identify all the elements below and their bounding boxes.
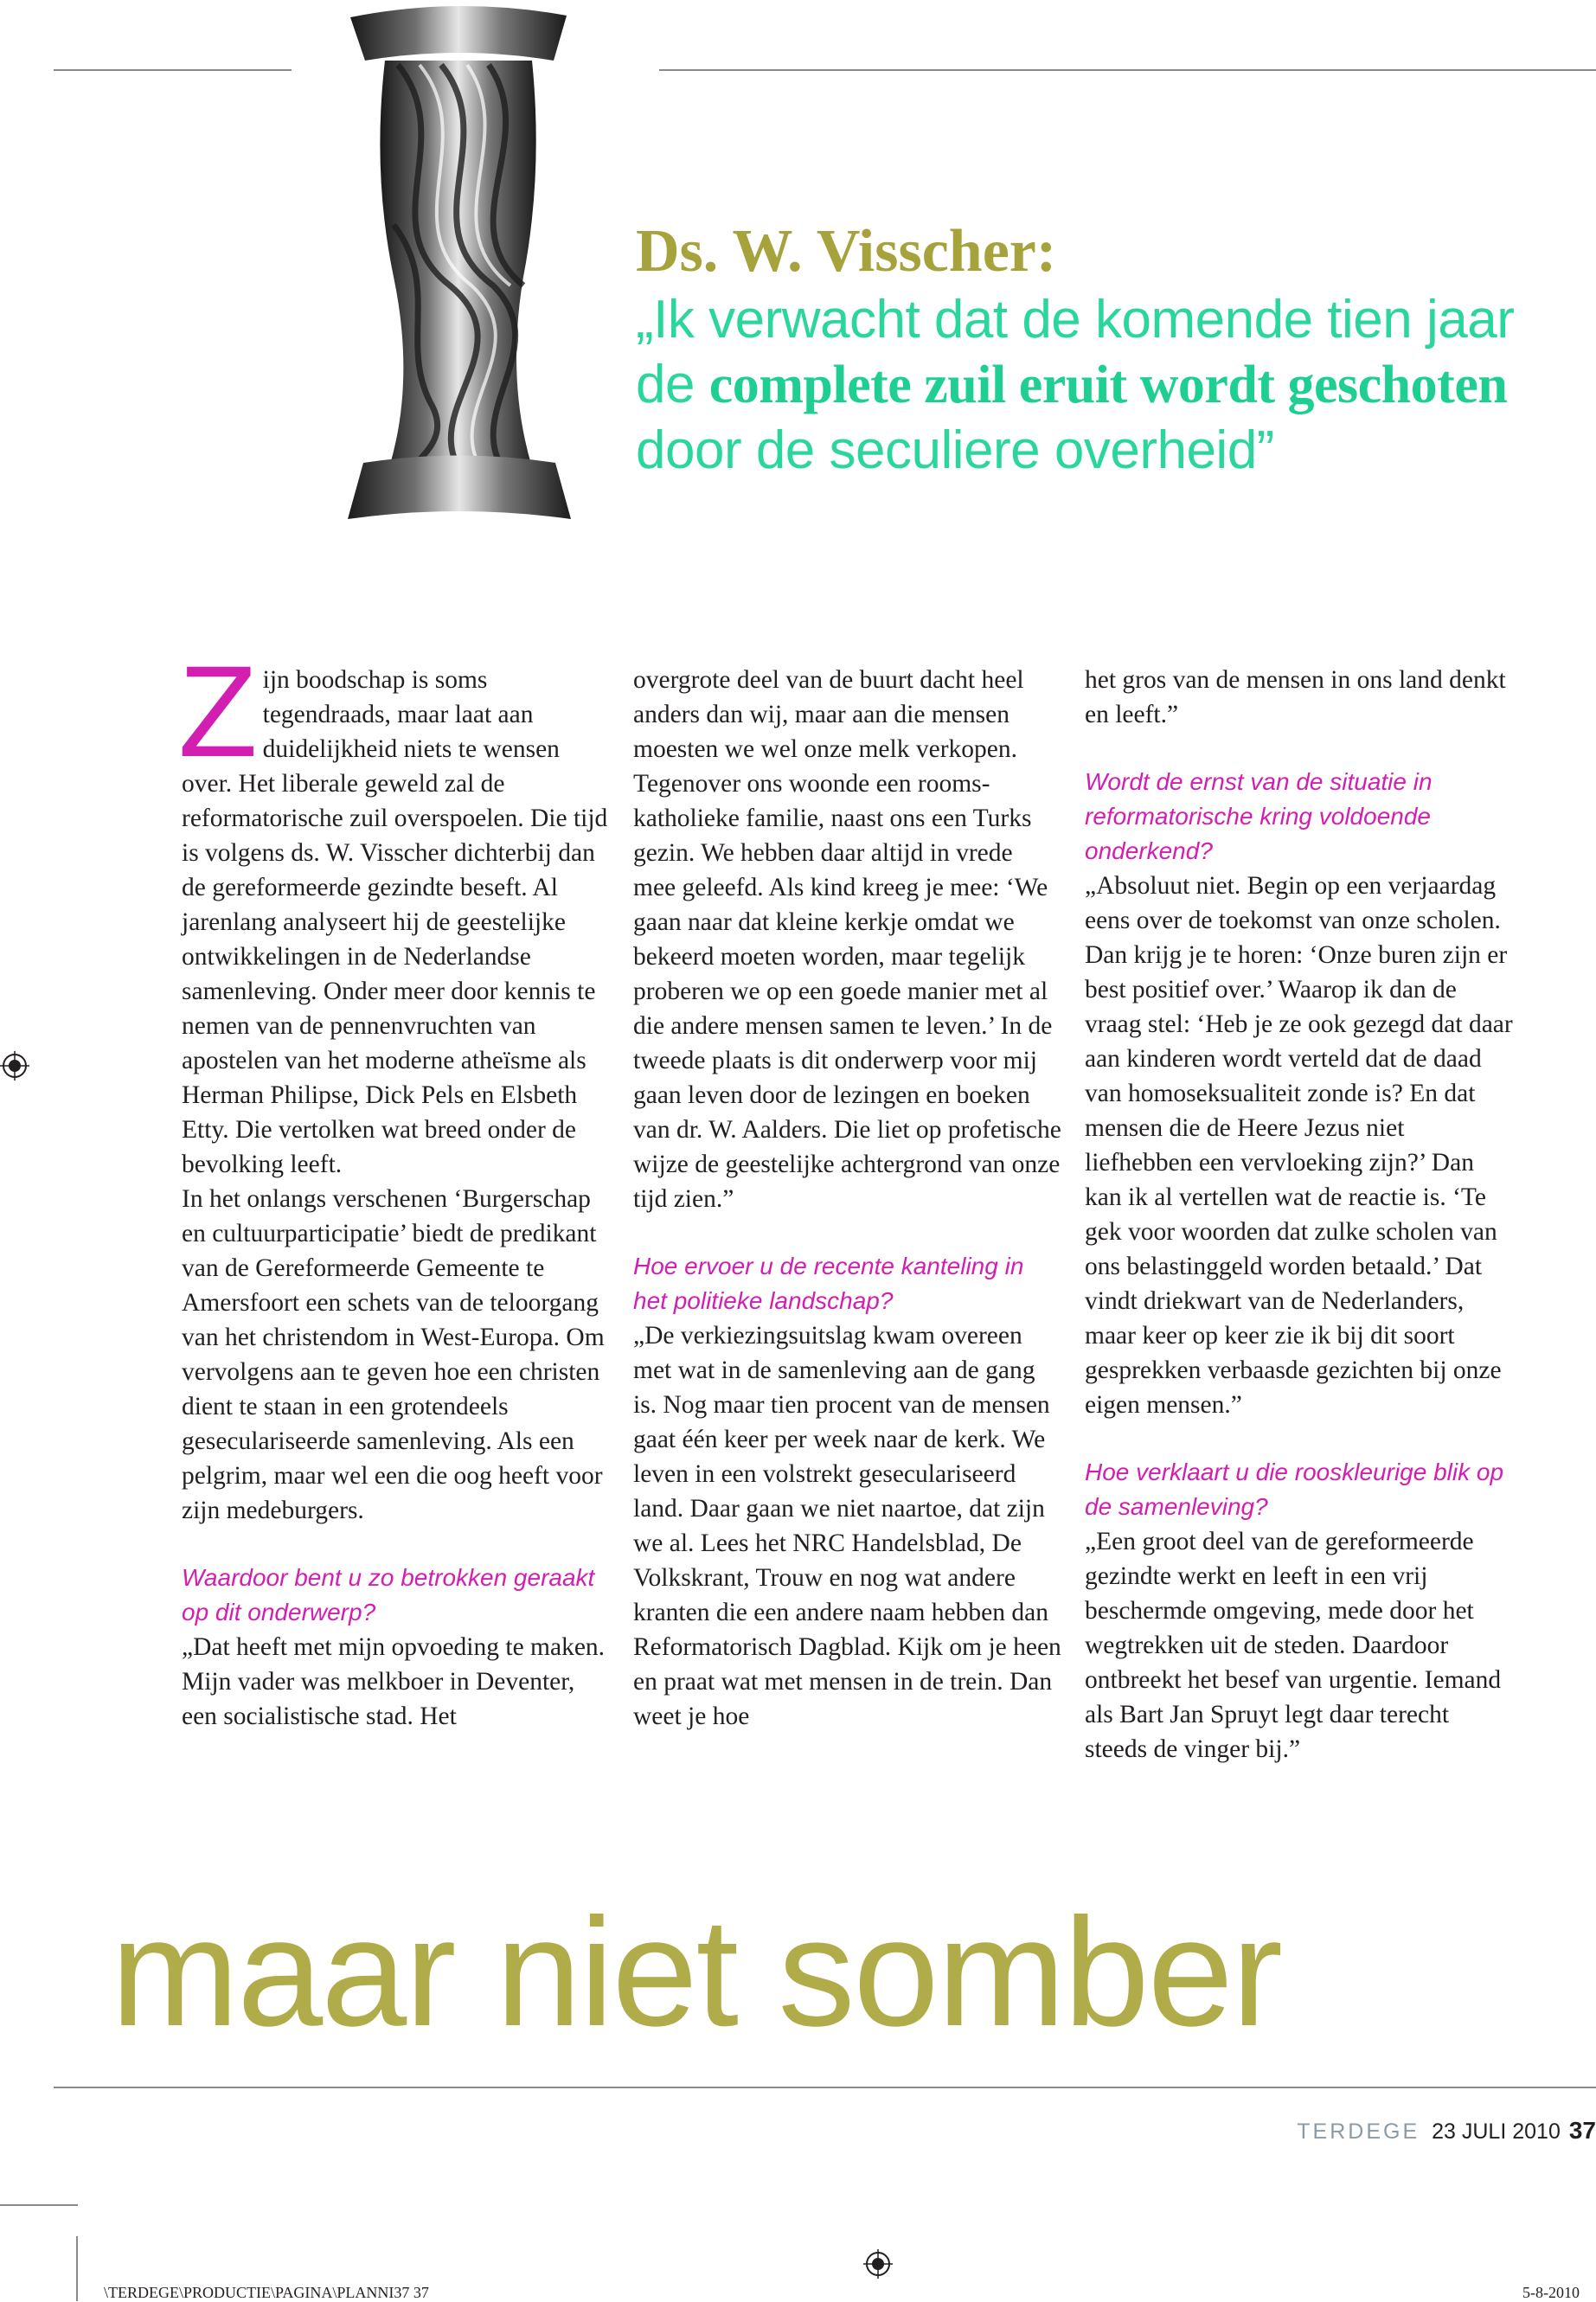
text-column-2 (633, 663, 1061, 1734)
interview-question: Hoe verklaart u die rooskleurige blik op de samenleving? (1085, 1459, 1504, 1520)
article-heading (636, 216, 1579, 483)
bottom-rule (54, 2087, 1596, 2088)
text-column-3 (1085, 663, 1513, 1767)
print-slug-path: \TERDEGE\PRODUCTIE\PAGINA\PLANNI37 37 (104, 2284, 429, 2301)
paragraph: In het onlangs verschenen ‘Burgerschap en cultuurparticipatie’ biedt de predikant van de Gereformeerde Gemeente te Amersfoort een schets van de teloorgang van het christendom in West-Europa. Om vervolgens aan te geven hoe een christen dient te staan in een grotendeels geseculariseerde samenleving. Als een pelgrim, maar wel een die oog heeft voor zijn medeburgers. (182, 1185, 605, 1524)
registration-mark-icon (863, 2249, 893, 2279)
interview-answer: overgrote deel van de buurt dacht heel anders dan wij, maar aan die mensen moesten we wel onze melk verkopen. Tegenover ons woonde een rooms-katholieke familie, naast ons een Turks gezin. We hebben daar altijd in vrede mee geleefd. Als kind kreeg je mee: ‘We gaan naar dat kleine kerkje omdat we bekeerd moeten worden, maar tegelijk proberen we op een goede manier met al die andere mensen samen te leven.’ In de tweede plaats is dit onderwerp voor mij gaan leven door de lezingen en boeken van dr. W. Aalders. Die liet op profetische wijze de geestelijke achtergrond van onze tijd zien.” (633, 666, 1061, 1213)
page-number: 37 (1568, 2117, 1596, 2144)
interview-answer: „Absoluut niet. Begin op een verjaardag eens over de toekomst van onze scholen. Dan krijg je te horen: ‘Onze buren zijn er best positief over.’ Waarop ik dan de vraag stel: ‘Heb je ze ook gezegd dat daar aan kinderen wordt verteld dat de daad van homoseksualiteit zonde is? En dat mensen die de Heere Jezus niet liefhebben een vervloeking zijn?’ Dan kan ik al vertellen wat de reactie is. ‘Te gek voor woorden dat zulke scholen van ons belastinggeld worden betaald.’ Dat vindt driekwart van de Nederlanders, maar keer op keer zie ik bij dit soort gesprekken verbaasde gezichten bij onze eigen mensen.” (1085, 872, 1513, 1419)
interview-answer: het gros van de mensen in ons land denkt en leeft.” (1085, 666, 1506, 728)
lead-text: ijn boodschap is soms tegendraads, maar laat aan duidelijkheid niets te wensen over. Het liberale geweld zal de reformatorische zuil overspoelen. Die tijd is volgens ds. W. Visscher dichterbij dan de gereformeerde gezindte beseft. Al jarenlang analyseert hij de geestelijke ontwikkelingen in de Nederlandse samenleving. Onder meer door kennis te nemen van de pennenvruchten van apostelen van het moderne atheïsme als Herman Philipse, Dick Pels en Elsbeth Etty. Die vertolken wat breed onder de bevolking leeft. (182, 666, 608, 1178)
interview-question: Hoe ervoer u de recente kanteling in het politieke landschap? (633, 1253, 1024, 1314)
lead-paragraph (178, 638, 610, 1182)
text-column-1 (178, 638, 610, 1734)
registration-mark-icon (0, 1051, 29, 1080)
section-title: maar niet somber (111, 1886, 1281, 2058)
interview-answer: „De verkiezingsuitslag kwam overeen met wat in de samenleving aan de gang is. Nog maar tien procent van de mensen gaat één keer per week naar de kerk. We leven in een volstrekt geseculariseerd land. Daar gaan we niet naartoe, dat zijn we al. Lees het NRC Handelsblad, De Volkskrant, Trouw en nog wat andere kranten die een andere naam hebben dan Reformatorisch Dagblad. Kijk om je heen en praat wat met mensen in de trein. Dan weet je hoe (633, 1322, 1061, 1730)
issue-date: 23 JULI 2010 (1432, 2119, 1561, 2144)
interview-answer: „Een groot deel van de gereformeerde gezindte werkt en leeft in een vrij beschermde omgeving, mede door het wegtrekken uit de steden. Daardoor ontbreekt het besef van urgentie. Iemand als Bart Jan Spruyt legt daar terecht steeds de vinger bij.” (1085, 1528, 1502, 1763)
twisted-column-illustration (320, 0, 597, 532)
quote-part-1: „Ik verwacht dat de komende tien jaar de (636, 290, 1515, 414)
interview-question: Wordt de ernst van de situatie in reformatorische kring voldoende onderkend? (1085, 768, 1433, 864)
print-slug-date: 5-8-2010 (1522, 2284, 1580, 2301)
quote-part-2: door de seculiere overheid” (636, 420, 1274, 480)
crop-mark (76, 2236, 78, 2301)
dropcap: Z (178, 638, 258, 784)
quote-emphasis: complete zuil eruit wordt geschoten (708, 356, 1508, 414)
interviewee-name: Ds. W. Visscher: (636, 218, 1057, 285)
interview-question: Waardoor bent u zo betrokken geraakt op dit onderwerp? (182, 1564, 595, 1626)
magazine-name: TERDEGE (1297, 2119, 1420, 2144)
top-rule-right (659, 69, 1596, 71)
interview-answer: „Dat heeft met mijn opvoeding te maken. Mijn vader was melkboer in Deventer, een socialistische stad. Het (182, 1633, 606, 1730)
page-footer (1297, 2117, 1596, 2145)
crop-mark (0, 2204, 78, 2206)
headline-quote (636, 287, 1579, 483)
top-rule-left (54, 69, 292, 71)
